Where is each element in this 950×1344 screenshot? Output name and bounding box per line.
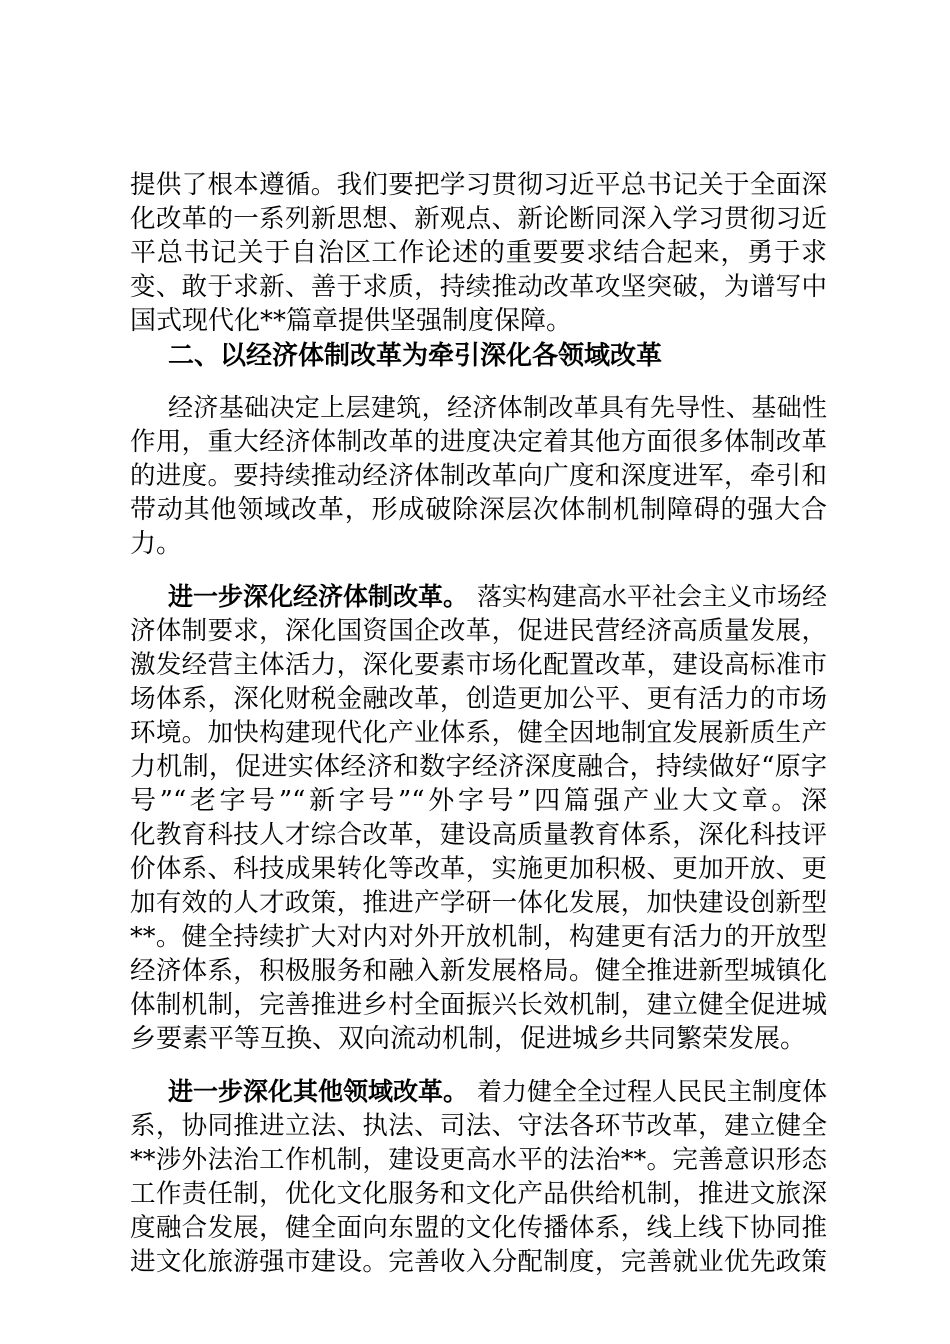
text-line: 经济体系，积极服务和融入新发展格局。健全推进新型城镇化 xyxy=(130,956,827,986)
text-line: 变、敢于求新、善于求质，持续推动改革攻坚突破，为谱写中 xyxy=(130,272,827,302)
text-line: 作用，重大经济体制改革的进度决定着其他方面很多体制改革 xyxy=(130,427,827,457)
text-line: 经济基础决定上层建筑，经济体制改革具有先导性、基础性 xyxy=(168,393,827,422)
text-line: **涉外法治工作机制，建设更高水平的法治**。完善意识形态 xyxy=(130,1145,827,1175)
text-line: 度融合发展，健全面向东盟的文化传播体系，线上线下协同推 xyxy=(130,1213,827,1243)
text-line: 体制机制，完善推进乡村全面振兴长效机制，建立健全促进城 xyxy=(130,990,827,1020)
section-heading: 二、以经济体制改革为牵引深化各领域改革 xyxy=(168,341,663,371)
text-line: **。健全持续扩大对内对外开放机制，构建更有活力的开放型 xyxy=(130,922,827,952)
text-line: 带动其他领域改革，形成破除深层次体制机制障碍的强大合 xyxy=(130,495,827,525)
text-line: 环境。加快构建现代化产业体系，健全因地制宜发展新质生产 xyxy=(130,718,827,748)
text-line xyxy=(168,1076,827,1108)
paragraph-lead-bold: 进一步深化经济体制改革。 xyxy=(168,582,469,611)
text-line: 加有效的人才政策，推进产学研一体化发展，加快建设创新型 xyxy=(130,888,827,918)
text-line: 力机制，促进实体经济和数字经济深度融合，持续做好“原字 xyxy=(130,752,827,782)
text-line: 化教育科技人才综合改革，建设高质量教育体系，深化科技评 xyxy=(130,820,827,850)
text-line: 进文化旅游强市建设。完善收入分配制度，完善就业优先政策 xyxy=(130,1247,827,1277)
text-line: 提供了根本遵循。我们要把学习贯彻习近平总书记关于全面深 xyxy=(130,170,827,200)
text-span: 落实构建高水平社会主义市场经 xyxy=(476,582,827,611)
text-line: 国式现代化**篇章提供坚强制度保障。 xyxy=(130,306,573,336)
text-line: 的进度。要持续推动经济体制改革向广度和深度进军，牵引和 xyxy=(130,461,827,491)
text-line: 激发经营主体活力，深化要素市场化配置改革，建设高标准市 xyxy=(130,650,827,680)
text-line: 化改革的一系列新思想、新观点、新论断同深入学习贯彻习近 xyxy=(130,204,827,234)
text-span: 着力健全全过程人民民主制度体 xyxy=(476,1077,827,1106)
text-line xyxy=(168,581,827,613)
text-line: 号”“老字号”“新字号”“外字号”四篇强产业大文章。深 xyxy=(130,786,827,816)
text-line: 力。 xyxy=(130,529,183,559)
paragraph-lead-bold: 进一步深化其他领域改革。 xyxy=(168,1077,469,1106)
text-line: 平总书记关于自治区工作论述的重要要求结合起来，勇于求 xyxy=(130,238,827,268)
text-line: 系，协同推进立法、执法、司法、守法各环节改革，建立健全 xyxy=(130,1111,827,1141)
text-line: 济体制要求，深化国资国企改革，促进民营经济高质量发展， xyxy=(130,616,827,646)
text-line: 乡要素平等互换、双向流动机制，促进城乡共同繁荣发展。 xyxy=(130,1024,807,1054)
text-line: 工作责任制，优化文化服务和文化产品供给机制，推进文旅深 xyxy=(130,1179,827,1209)
text-line: 场体系，深化财税金融改革，创造更加公平、更有活力的市场 xyxy=(130,684,827,714)
text-line: 价体系、科技成果转化等改革，实施更加积极、更加开放、更 xyxy=(130,854,827,884)
